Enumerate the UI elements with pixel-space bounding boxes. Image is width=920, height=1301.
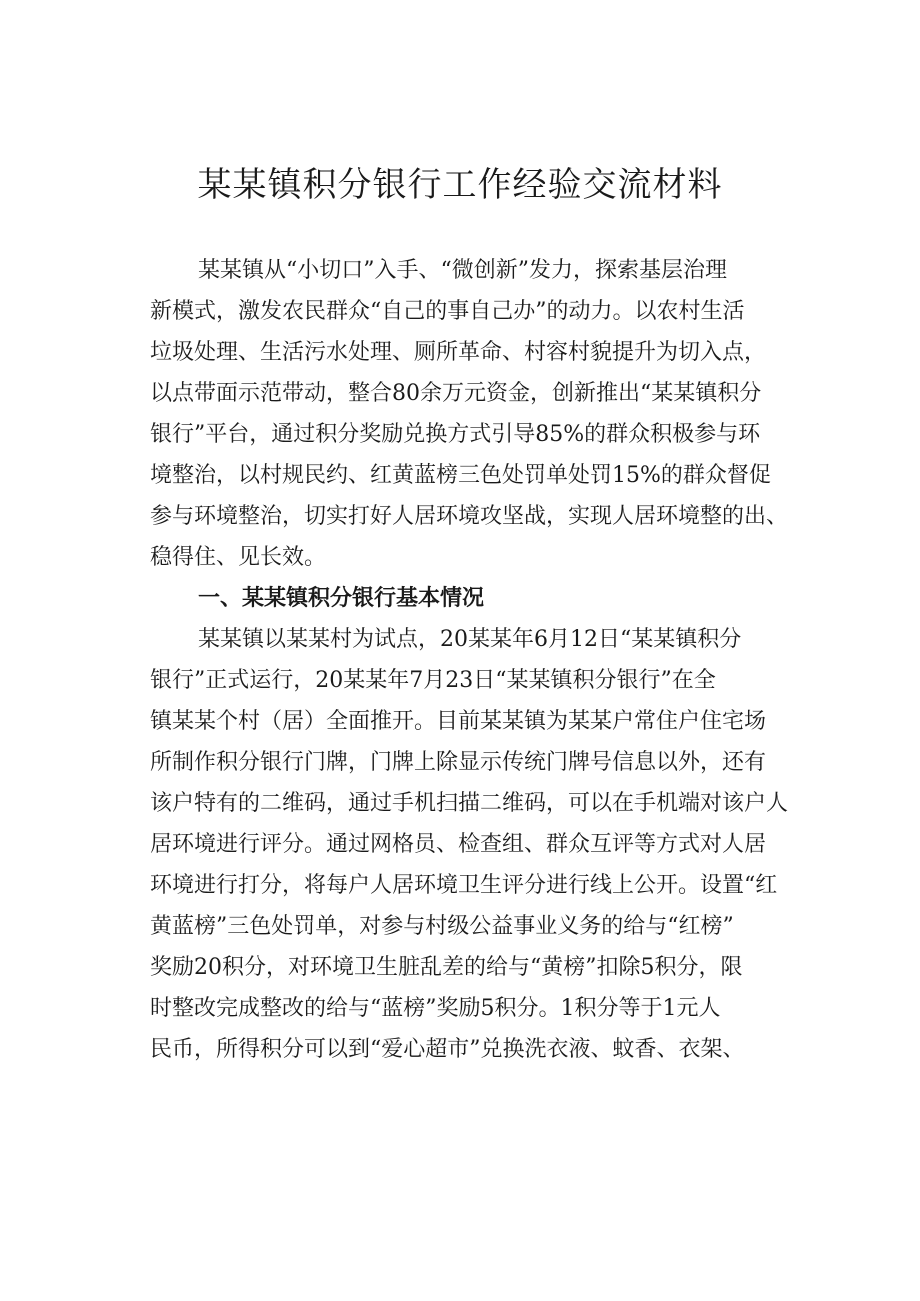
paragraph-line: 该户特有的二维码，通过手机扫描二维码，可以在手机端对该户人 (150, 791, 789, 816)
paragraph-line: 所制作积分银行门牌，门牌上除显示传统门牌号信息以外，还有 (150, 750, 767, 775)
paragraph-line: 稳得住、见长效。 (150, 545, 327, 570)
paragraph-line: 环境进行打分，将每户人居环境卫生评分进行线上公开。设置“红 (150, 873, 778, 898)
paragraph-line: 参与环境整治，切实打好人居环境攻坚战，实现人居环境整的出、 (150, 504, 789, 529)
paragraph-line: 某某镇以某某村为试点，20某某年6月12日“某某镇积分 (198, 627, 742, 652)
paragraph-line: 某某镇从“小切口”入手、“微创新”发力，探索基层治理 (198, 258, 727, 283)
paragraph-line: 黄蓝榜”三色处罚单，对参与村级公益事业义务的给与“红榜” (150, 914, 734, 939)
paragraph-line: 镇某某个村（居）全面推开。目前某某镇为某某户常住户住宅场 (150, 709, 767, 734)
document-title: 某某镇积分银行工作经验交流材料 (197, 165, 723, 205)
paragraph-line: 时整改完成整改的给与“蓝榜”奖励5积分。1积分等于1元人 (150, 996, 721, 1021)
paragraph-line: 境整治，以村规民约、红黄蓝榜三色处罚单处罚15%的群众督促 (150, 463, 771, 488)
paragraph-line: 银行”平台，通过积分奖励兑换方式引导85%的群众积极参与环 (150, 422, 761, 447)
document-body (150, 250, 810, 1070)
paragraph-line: 奖励20积分，对环境卫生脏乱差的给与“黄榜”扣除5积分，限 (150, 955, 743, 980)
paragraph-line: 新模式，激发农民群众“自己的事自己办”的动力。以农村生活 (150, 299, 745, 324)
paragraph-line: 垃圾处理、生活污水处理、厕所革命、村容村貌提升为切入点， (150, 340, 767, 365)
paragraph-line: 居环境进行评分。通过网格员、检查组、群众互评等方式对人居 (150, 832, 767, 857)
paragraph-line: 以点带面示范带动，整合80余万元资金，创新推出“某某镇积分 (150, 381, 762, 406)
paragraph-line: 银行”正式运行，20某某年7月23日“某某镇积分银行”在全 (150, 668, 716, 693)
section-heading: 一、某某镇积分银行基本情况 (198, 586, 485, 611)
paragraph-line: 民币，所得积分可以到“爱心超市”兑换洗衣液、蚊香、衣架、 (150, 1037, 745, 1062)
